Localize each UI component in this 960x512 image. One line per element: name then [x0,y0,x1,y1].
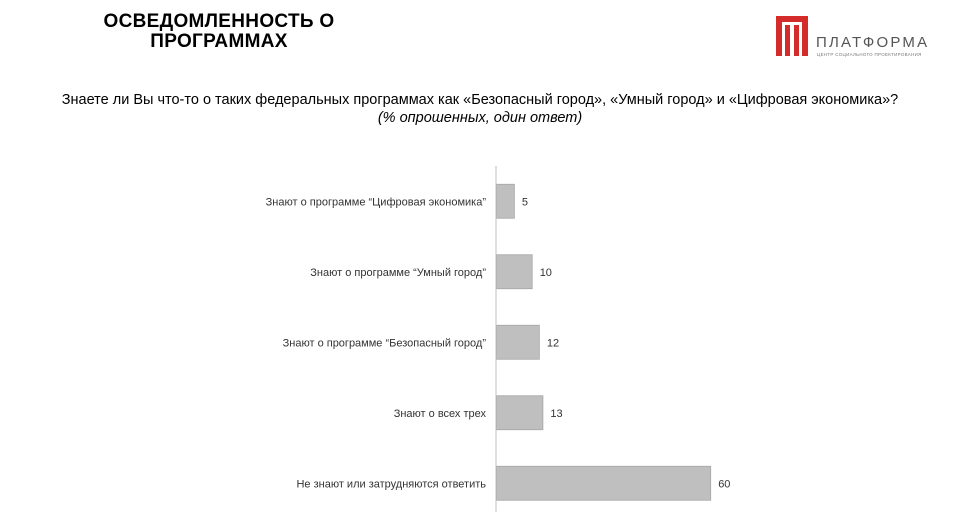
logo-name: ПЛАТФОРМА [816,34,930,51]
data-label: 5 [521,196,528,209]
category-label: Знают о всех трех [393,407,486,420]
data-label: 10 [539,266,552,279]
category-label: Знают о программе “Цифровая экономика” [265,196,486,209]
survey-note: (% опрошенных, один ответ) [377,110,583,126]
slide-title-line-1: ОСВЕДОМЛЕННОСТЬ О [103,11,335,32]
data-label: 12 [546,337,560,350]
bar [497,466,711,500]
survey-question: Знаете ли Вы что-то о таких федеральных программах как «Безопасный город», «Умный город» и «Цифровая экономика»? [61,92,899,108]
logo-tagline: ЦЕНТР СОЦИАЛЬНОГО ПРОЕКТИРОВАНИЯ [817,52,922,57]
category-label: Не знают или затрудняются ответить [296,478,486,491]
slide-title-line-2: ПРОГРАММАХ [150,31,288,52]
category-label: Знают о программе “Умный город” [310,266,486,279]
bar [497,325,540,359]
bar [497,396,543,430]
data-label: 13 [550,407,563,420]
bar [497,184,515,218]
bar [497,255,533,289]
data-label: 60 [718,478,731,491]
category-label: Знают о программе “Безопасный город” [282,337,486,350]
